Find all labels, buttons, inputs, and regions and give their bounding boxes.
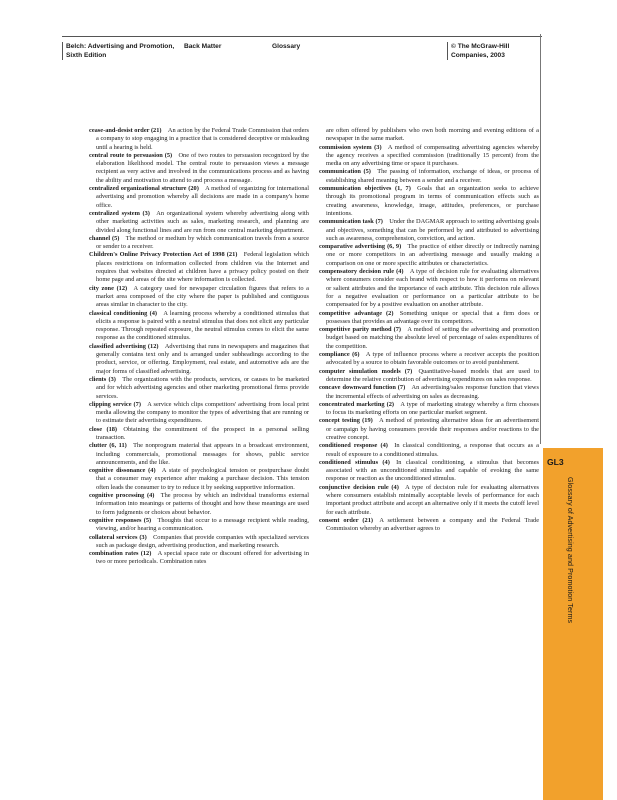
glossary-term: concept testing (19) (319, 417, 373, 425)
glossary-definition: In classical conditioning, a response that occurs as a result of exposure to a conditioned stimulus. (326, 442, 539, 458)
glossary-definition: The nonprogram material that appears in a broadcast environment, including commercials, promotional messages for shows, public service announcements, and the like. (96, 442, 309, 466)
glossary-entry (89, 152, 309, 185)
glossary-entry (89, 401, 309, 426)
glossary-term: communication (5) (319, 168, 371, 176)
glossary-definition: An action by the Federal Trade Commission that orders a company to stop engaging in a practice that is considered deceptive or misleading until a hearing is held. (96, 127, 309, 151)
glossary-term: commission system (3) (319, 143, 382, 151)
glossary-definition: Thoughts that occur to a message recipient while reading, viewing, and/or hearing a communication. (96, 516, 309, 533)
glossary-term: Children's Online Privacy Protection Act of 1998 (21) (89, 251, 238, 259)
header-rule (62, 36, 542, 41)
glossary-term: communication objectives (1, 7) (319, 185, 411, 193)
glossary-term: central route to persuasion (5) (89, 151, 173, 159)
glossary-entry (89, 467, 309, 492)
glossary-entry (89, 376, 309, 401)
glossary-definition: In classical conditioning, a stimulus that becomes associated with an unconditioned stimulus and capable of evoking the same response or reaction as the unconditioned stimulus. (326, 458, 539, 483)
glossary-term: conditioned response (4) (319, 442, 388, 450)
glossary-term: computer simulation models (7) (319, 367, 413, 375)
glossary-term: concave downward function (7) (319, 384, 406, 392)
glossary-term: collateral services (3) (89, 533, 147, 541)
glossary-definition: The method or medium by which communication travels from a source or sender to a receiver. (96, 234, 309, 251)
glossary-term: clients (3) (89, 375, 116, 383)
glossary-term: compliance (6) (319, 351, 360, 359)
glossary-term: cognitive responses (5) (89, 516, 152, 524)
glossary-definition: The process by which an individual transforms external information into meanings or patterns of thought and how these meanings are used to form judgments or choices about behavior. (96, 492, 309, 516)
glossary-entry (89, 492, 309, 517)
glossary-entry (319, 368, 539, 385)
glossary-definition: A category used for newspaper circulation figures that refers to a market area composed of the city where the paper is published and contiguous areas similar in character to the city. (96, 284, 309, 309)
glossary-entry (89, 251, 309, 284)
glossary-term: city zone (12) (89, 284, 128, 292)
glossary-definition: A settlement between a company and the Federal Trade Commission whereby an advertiser agrees to (326, 516, 540, 533)
glossary-definition: Federal legislation which places restrictions on information collected from children via the Internet and requires that websites directed at children have a privacy policy posted on their home page and areas of the site where information is collected. (96, 251, 309, 284)
glossary-definition: A type of marketing strategy whereby a firm chooses to focus its marketing efforts on one particular market segment. (326, 400, 539, 417)
glossary-term: compensatory decision rule (4) (319, 268, 404, 276)
glossary-definition: A method of pretesting alternative ideas for an advertisement or campaign by having consumers provide their responses and/or reactions to the creative concept. (326, 417, 539, 441)
side-divider (540, 34, 541, 444)
glossary-term: combination rates (12) (89, 550, 152, 558)
glossary-entry (319, 168, 539, 185)
glossary-term: centralized system (3) (89, 209, 150, 217)
glossary-definition: The passing of information, exchange of ideas, or process of establishing shared meaning between a sender and a receiver. (326, 168, 540, 184)
glossary-entry (89, 185, 309, 210)
glossary-entry (319, 384, 539, 401)
glossary-entry (89, 534, 309, 551)
glossary-definition: Quantitative-based models that are used to determine the relative contribution of advertising expenditures on sales response. (326, 367, 539, 383)
glossary-term: comparative advertising (6, 9) (319, 243, 402, 251)
glossary-definition: A method of compensating advertising agencies whereby the agency receives a specified commission (traditionally 15 percent) from the media on any advertising time or space it purchases. (326, 143, 539, 168)
glossary-term: classified advertising (12) (89, 342, 159, 350)
glossary-definition: Obtaining the commitment of the prospect in a personal selling transaction. (96, 425, 309, 441)
glossary-term: concentrated marketing (2) (319, 400, 395, 408)
glossary-definition: An organizational system whereby advertising along with other marketing activities such as sales, marketing research, and planning are divided along functional lines and are run from one central marketing department. (96, 209, 309, 234)
glossary-term: conjunctive decision rule (4) (319, 483, 399, 491)
glossary-definition: Something unique or special that a firm does or possesses that provides an advantage over its competitors. (326, 309, 539, 325)
glossary-entry (319, 310, 539, 327)
glossary-entry (89, 235, 309, 252)
header-book-title: Belch: Advertising and Promotion, Sixth Edition (62, 42, 176, 60)
glossary-left-column (89, 127, 309, 567)
glossary-term: close (18) (89, 425, 118, 433)
glossary-entry (89, 550, 309, 567)
glossary-entry (89, 310, 309, 343)
glossary-term: channel (5) (89, 234, 120, 242)
glossary-term: cognitive processing (4) (89, 492, 155, 500)
header-matter: Back Matter (184, 43, 222, 50)
glossary-entry (319, 442, 539, 459)
glossary-entry (319, 401, 539, 418)
glossary-entry (89, 285, 309, 310)
glossary-definition: Under the DAGMAR approach to setting advertising goals and objectives, something that can be performed by and attributed to advertising such as awareness, comprehension, conviction, and action. (326, 218, 539, 242)
glossary-definition: Goals that an organization seeks to achieve through its promotional program in terms of communication effects such as creating awareness, knowledge, image, attitudes, preferences, or purchase intentions. (326, 185, 539, 217)
glossary-entry (89, 210, 309, 235)
glossary-term: conditioned stimulus (4) (319, 458, 390, 466)
header-section: Glossary (272, 43, 301, 50)
glossary-entry (319, 351, 539, 368)
glossary-entry (319, 484, 539, 517)
glossary-definition: Advertising that runs in newspapers and magazines that generally contains text only and is arranged under subheadings according to the product, service, or offering. Employment, real estate, and automotive ads are the major forms of classified advertising. (96, 342, 309, 375)
glossary-definition: An advertising/sales response function that views the incremental effects of advertising on sales as decreasing. (326, 384, 539, 400)
glossary-entry (89, 517, 309, 534)
glossary-entry (89, 343, 309, 376)
glossary-entry (319, 326, 539, 351)
glossary-entry (319, 417, 539, 442)
glossary-term: centralized organizational structure (20) (89, 185, 199, 193)
glossary-entry (319, 218, 539, 243)
glossary-definition: A type of influence process where a receiver accepts the position advocated by a source to obtain favorable outcomes or to avoid punishment. (326, 351, 539, 367)
continued-entry-text: are often offered by publishers who own both morning and evening editions of a newspaper in the same market. (326, 127, 539, 143)
glossary-entry (319, 459, 539, 484)
glossary-term: clutter (6, 11) (89, 442, 127, 450)
page-number: GL3 (547, 457, 564, 467)
glossary-definition: The organizations with the products, services, or causes to be marketed and for which advertising agencies and other marketing promotional firms provide services. (96, 375, 310, 400)
glossary-definition: One of two routes to persuasion recognized by the elaboration likelihood model. The central route to persuasion views a message recipient as very active and involved in the communications process and as having the ability and motivation to attend to and process a message. (96, 151, 309, 184)
glossary-entry (319, 243, 539, 268)
glossary-definition: The practice of either directly or indirectly naming one or more competitors in an advertising message and usually making a comparison on one or more specific attributes or characteristics. (326, 243, 539, 267)
glossary-definition: A method of setting the advertising and promotion budget based on matching the absolute level of percentage of sales expenditures of the competition. (326, 326, 539, 350)
header-copyright: © The McGraw-Hill Companies, 2003 (447, 42, 546, 60)
glossary-entry (319, 517, 539, 534)
page-header (62, 36, 542, 70)
glossary-entry (89, 426, 309, 443)
glossary-term: competitive advantage (2) (319, 309, 394, 317)
glossary-entry (89, 127, 309, 152)
glossary-definition: A type of decision rule for evaluating alternatives where consumers establish minimally acceptable levels of performance for each important product attribute and accept an alternative only if it meets the cutoff level for each attribute. (326, 483, 539, 516)
glossary-definition: A service which clips competitors' advertising from local print media allowing the company to monitor the types of advertising that are running or to estimate their advertising expenditures. (96, 400, 309, 425)
glossary-term: competitive parity method (7) (319, 326, 402, 334)
glossary-term: communication task (7) (319, 218, 383, 226)
glossary-term: consent order (21) (319, 516, 373, 524)
glossary-right-column (319, 127, 539, 534)
glossary-entry (319, 144, 539, 169)
glossary-entry (319, 185, 539, 218)
glossary-definition: A learning process whereby a conditioned stimulus that elicits a response is paired with a neutral stimulus that does not elicit any particular response. Through repeated exposure, the neutral stimulus comes to elicit the same response as the conditioned stimulus. (96, 309, 309, 342)
glossary-definition: A type of decision rule for evaluating alternatives where consumers consider each brand with respect to how it performs on relevant or salient attributes and the importance of each attribute. This decision rule allows for a negative evaluation or performance on a particular attribute to be compensated for by a positive evaluation on another attribute. (326, 268, 539, 309)
glossary-term: classical conditioning (4) (89, 309, 158, 317)
glossary-term: cognitive dissonance (4) (89, 467, 156, 475)
glossary-definition: A method of organizing for international advertising and promotion whereby all decisions are made in a company's home office. (96, 185, 309, 209)
glossary-definition: Companies that provide companies with specialized services such as package design, advertising production, and marketing research. (96, 533, 309, 549)
glossary-definition: A state of psychological tension or postpurchase doubt that a consumer may experience after making a purchase decision. This tension often leads the consumer to try to reduce it by seeking supportive information. (96, 467, 309, 491)
glossary-definition: A special space rate or discount offered for advertising in two or more periodicals. Combination rates (96, 550, 309, 566)
glossary-entry (319, 268, 539, 309)
glossary-entry (89, 442, 309, 467)
glossary-term: cease-and-desist order (21) (89, 127, 162, 134)
section-title-vertical: Glossary of Advertising and Promotion Terms (566, 477, 574, 624)
glossary-term: clipping service (7) (89, 400, 141, 408)
